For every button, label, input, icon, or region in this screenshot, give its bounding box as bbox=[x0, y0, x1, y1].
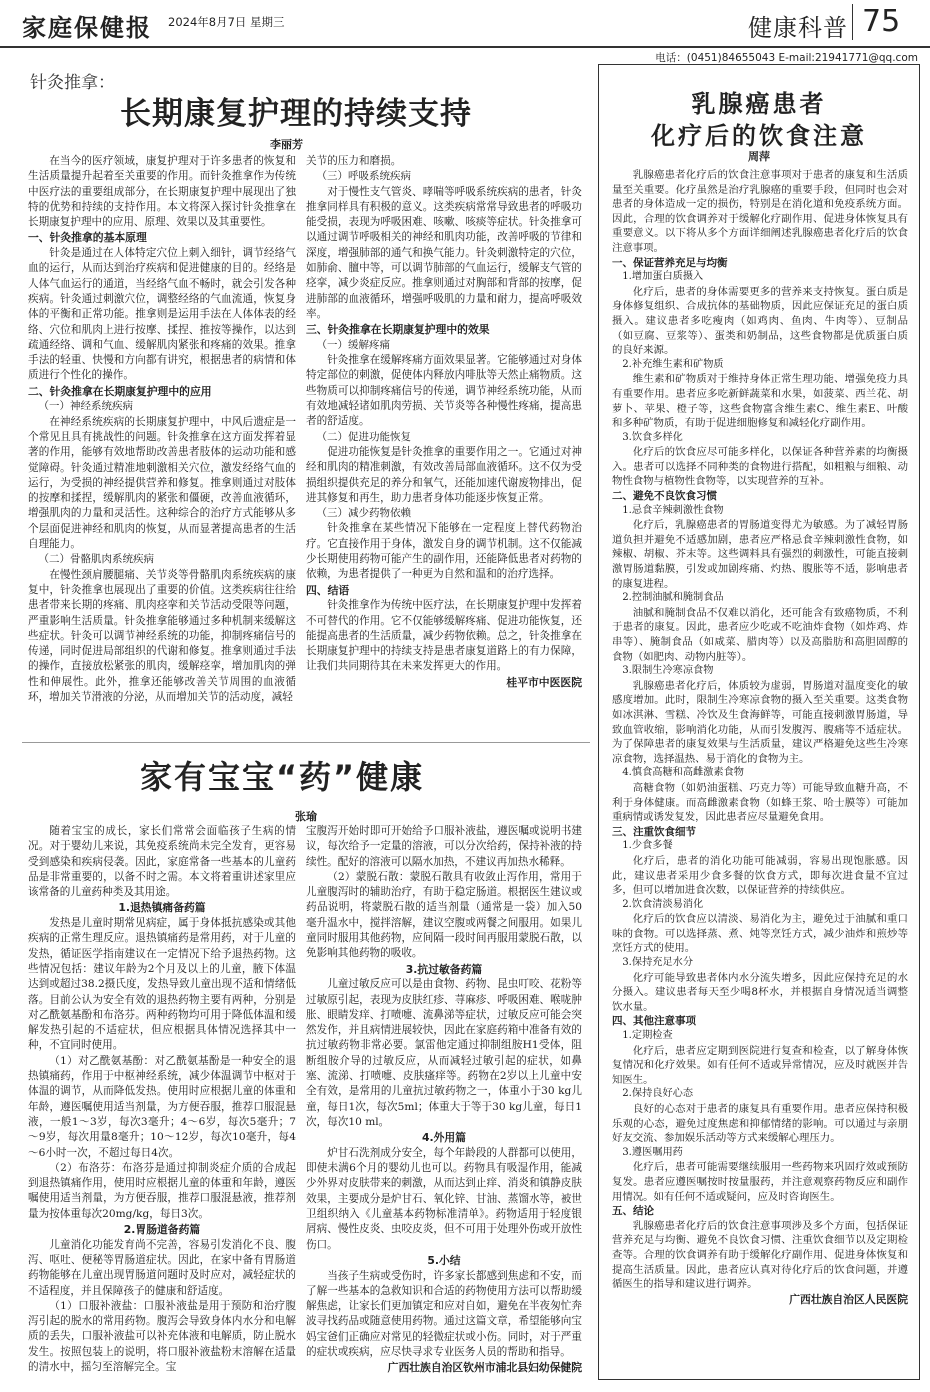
subsection-heading: 1.少食多餐 bbox=[622, 840, 673, 852]
subsection-heading: 3.限制生冷寒凉食物 bbox=[622, 665, 714, 677]
section-heading: 4.外用篇 bbox=[421, 1131, 466, 1145]
paragraph: 乳腺癌患者化疗后的饮食注意事项对于患者的康复和生活质量至关重要。化疗虽然是治疗乳腺癌的重要手段，但同时也会对患者的身体造成一定的损伤，特别是在消化道和免疫系统方面。因此，合理的饮食调养对于缓解化疗副作用、促进身体恢复具有重要意义。以下将从多个方面详细阐述乳腺癌患者化疗后的饮食注意事项。 bbox=[612, 169, 908, 254]
subsection-heading: （三）呼吸系统疾病 bbox=[316, 170, 411, 183]
article1-author: 李丽芳 bbox=[270, 138, 303, 151]
article-separator bbox=[22, 742, 590, 743]
subsection-heading: 3.保持充足水分 bbox=[622, 957, 694, 969]
paragraph: （2）布洛芬：布洛芬是通过抑制炎症介质的合成起到退热镇痛作用，使用时应根据儿童的体重和年龄，遵医嘱使用适当剂量，为方便吞服，推荐口服混悬液，推荐剂量为按体重每次20mg/kg，每日3次。 bbox=[28, 1161, 296, 1220]
paragraph: 针灸推拿在缓解疼痛方面效果显著。它能够通过对身体特定部位的刺激，促使体内释放内啡肽等天然止痛物质。这些物质可以抑制疼痛信号的传递，调节神经系统功能，从而有效地减轻诸如肌肉劳损、关节炎等各种慢性疼痛，提高患者的舒适度。 bbox=[306, 354, 582, 428]
article3-title-line2: 化疗后的饮食注意 bbox=[651, 122, 867, 150]
paragraph: 炉甘石洗剂成分安全，每个年龄段的人群都可以使用，即使未满6个月的婴幼儿也可以。药物具有吸湿作用，能减少外界对皮肤带来的刺激，从而达到止痒、消炎和镇静皮肤效果，主要成分是炉甘石、氧化锌、甘油、蒸馏水等，被世卫组织纳入《儿童基本药物标准清单》。药物适用于轻度银屑病、慢性皮炎、虫咬皮炎，但不可用于处理外伤或开放性伤口。 bbox=[306, 1146, 582, 1251]
article3-title-line1: 乳腺癌患者 bbox=[691, 90, 827, 118]
subsection-heading: （二）骨骼肌肉系统疾病 bbox=[38, 553, 154, 566]
paragraph: 高糖食物（如奶油蛋糕、巧克力等）可能导致血糖升高，不利于身体健康。而高雌激素食物（如蜂王浆、哈士膜等）可能加重病情或诱发复发，因此患者应尽量避免食用。 bbox=[612, 781, 908, 824]
article1-column-1 bbox=[28, 154, 296, 740]
section-heading: 二、避免不良饮食习惯 bbox=[612, 490, 717, 503]
subsection-heading: 2.保持良好心态 bbox=[622, 1088, 694, 1100]
paragraph: 乳腺癌患者化疗后的饮食注意事项涉及多个方面，包括保证营养充足与均衡、避免不良饮食习惯、注重饮食细节以及定期检查等。合理的饮食调养有助于缓解化疗副作用、促进身体恢复和提高生活质量。因此，患者应认真对待化疗后的饮食问题，并遵循医生的指导和建议进行调养。 bbox=[612, 1219, 908, 1291]
paragraph: 在慢性颈肩腰腿痛、关节炎等骨骼肌肉系统疾病的康复中，针灸推拿也展现出了重要的价值。这类疾病往往给患者带来长期的疼痛、肌肉痉挛和关节活动受限等问题，严重影响生活质量。针灸推拿能够通过多种机制来缓解这些症状。针灸可以调节神经系统的功能，抑制疼痛信号的传递，同时促进局部组织的代谢和修复。推拿则通过手法的操作，直接放松紧张的肌肉，缓解痉挛，增加肌肉的弹性和伸展性。此外，推拿还能够改善关节周围的血液循环，增加关节滑液的分泌，从而增加关节的活动度，减轻 bbox=[28, 568, 296, 703]
paragraph: 针灸推拿作为传统中医疗法，在长期康复护理中发挥着不可替代的作用。它不仅能够缓解疼痛、促进功能恢复，还能提高患者的生活质量，减少药物依赖。总之，针灸推拿在长期康复护理中的持续支持是患者康复道路上的有力保障，让我们共同期待其在未来发挥更大的作用。 bbox=[306, 599, 582, 673]
section-name: 健康科普 bbox=[748, 14, 848, 42]
paragraph: 化疗后，患者应定期到医院进行复查和检查，以了解身体恢复情况和化疗效果。如有任何不适或异常情况，应及时就医并告知医生。 bbox=[612, 1044, 908, 1086]
section-heading: 五、结论 bbox=[612, 1205, 654, 1218]
masthead-divider bbox=[852, 4, 853, 40]
subsection-heading: （一）缓解疼痛 bbox=[316, 338, 390, 351]
article3-author: 周萍 bbox=[748, 150, 770, 163]
section-heading: 二、针灸推拿在长期康复护理中的应用 bbox=[28, 384, 212, 398]
affiliation: 桂平市中医医院 bbox=[506, 675, 582, 689]
subsection-heading: 2.饮食清淡易消化 bbox=[622, 898, 704, 910]
subsection-heading: 2.补充维生素和矿物质 bbox=[622, 358, 724, 370]
paragraph: 关节的压力和磨损。 bbox=[306, 155, 402, 167]
subsection-heading: 1.定期检查 bbox=[622, 1030, 673, 1042]
section-heading: 三、注重饮食细节 bbox=[612, 825, 696, 838]
section-heading: 四、其他注意事项 bbox=[612, 1015, 696, 1028]
paragraph: 宝腹泻开始时即可开始给予口服补液盐，遵医嘱或说明书建议，每次给予一定量的溶液，可以分次给药，保持补液的持续性。配好的溶液可以隔水加热，不建议再加热水稀释。 bbox=[306, 825, 582, 868]
section-heading: 1.退热镇痛备药篇 bbox=[118, 901, 206, 915]
paragraph: （1）对乙酰氨基酚：对乙酰氨基酚是一种安全的退热镇痛药，作用于中枢神经系统，减少体温调节中枢对于体温的调节，从而降低发热。使用时应根据儿童的体重和年龄，遵医嘱使用适当剂量，为方便吞服，推荐口服混悬液，一般1～3岁，每次3毫升；4～6岁，每次5毫升；7～9岁，每次用量8毫升；10～12岁，每次10毫升，每4～6小时一次，不超过每日4次。 bbox=[28, 1054, 296, 1159]
article2-column-2 bbox=[306, 824, 582, 1386]
paragraph: 儿童过敏反应可以是由食物、药物、昆虫叮咬、花粉等过敏原引起，表现为皮肤红疹、荨麻疹、呼吸困难、喉咙肿胀、眼睛发痒、打喷嚏、流鼻涕等症状，过敏反应可能会突然发作，并且病情进展较快，因此在家庭药箱中准备有效的抗过敏药物非常必要。氯雷他定通过抑制组胺H1受体，阻断组胺介导的过敏反应，从而减轻过敏引起的症状，如鼻塞、流涕、打喷嚏、皮肤瘙痒等。药物在2岁以上儿童中安全有效，是常用的儿童抗过敏药物之一，体重小于30 kg儿童，每日1次，每次5ml；体重大于等于30 kg儿童，每日1次，每次10 ml。 bbox=[306, 978, 582, 1128]
section-heading: 5.小结 bbox=[427, 1253, 461, 1267]
subsection-heading: （二）促进功能恢复 bbox=[316, 430, 411, 443]
subsection-heading: （三）减少药物依赖 bbox=[316, 507, 411, 520]
paragraph: 化疗后的饮食应尽可能多样化，以保证各种营养素的均衡摄入。患者可以选择不同种类的食物进行搭配，如粗粮与细粮、动物性食物与植物性食物等，以实现营养的互补。 bbox=[612, 446, 908, 488]
paragraph: 化疗后的饮食应以清淡、易消化为主，避免过于油腻和重口味的食物。可以选择蒸、煮、炖等烹饪方式，减少油炸和煎炒等烹饪方式的使用。 bbox=[612, 913, 908, 955]
newspaper-name: 家庭保健报 bbox=[22, 14, 152, 42]
paragraph: 油腻和腌制食品不仅难以消化，还可能含有致癌物质，不利于患者的康复。因此，患者应少吃或不吃油炸食物（如炸鸡、炸串等）、腌制食品（如咸菜、腊肉等）以及高脂肪和高胆固醇的食物（如肥肉、动物内脏等）。 bbox=[612, 606, 908, 663]
paragraph: 发热是儿童时期常见病症，属于身体抵抗感染或其他疾病的正常生理反应。退热镇痛药是常用药，对于儿童的发热，循证医学指南建议在一定情况下给予退热药物。这些情况包括：建议年龄为2个月及以上的儿童，腋下体温达到或超过38.2摄氏度，发热导致儿童出现不适和情绪低落。目前公认为安全有效的退热药物主要有两种，分别是对乙酰氨基酚和布洛芬。两种药物均可用于降低体温和缓解发热引起的不适症状，但应根据具体情况选择其中一种，不宜同时使用。 bbox=[28, 917, 296, 1052]
section-heading: 一、针灸推拿的基本原理 bbox=[28, 231, 147, 245]
paragraph: 在神经系统疾病的长期康复护理中，中风后遗症是一个常见且具有挑战性的问题。针灸推拿在这方面发挥着显著的作用，能够有效地帮助改善患者肢体的运动功能和感觉障碍。针灸通过精准地刺激相关穴位，激发经络气血的运行，为受损的神经提供营养和修复。推拿则通过对肢体的按摩和揉捏，缓解肌肉的紧张和僵硬，改善血液循环，增强肌肉的力量和灵活性。这种综合的治疗方式能够从多个层面促进神经和肌肉的恢复，从而显著提高患者的生活自理能力。 bbox=[28, 415, 296, 551]
article1-title: 长期康复护理的持续支持 bbox=[120, 96, 472, 132]
paragraph: 化疗后，乳腺癌患者的胃肠道变得尤为敏感。为了减轻胃肠道负担并避免不适感加剧，患者应严格忌食辛辣刺激性食物，如辣椒、胡椒、芥末等。这些调料具有强烈的刺激性，可能直接刺激胃肠道黏膜，引发或加剧疼痛、灼热、腹胀等不适，影响患者的康复进程。 bbox=[612, 519, 908, 590]
paragraph: 对于慢性支气管炎、哮喘等呼吸系统疾病的患者，针灸推拿同样具有积极的意义。这类疾病常常导致患者的呼吸功能受损，表现为呼吸困难、咳嗽、咳痰等症状。针灸推拿可以通过调节呼吸相关的神经和肌肉功能，改善呼吸的节律和深度，增强肺部的通气和换气能力。针灸刺激特定的穴位，如肺俞、膻中等，可以调节肺部的气血运行，缓解支气管的痉挛，减少炎症反应。推拿则通过对胸部和背部的按摩，促进肺部的血液循环，增强呼吸肌的力量和耐力，提高呼吸效率。 bbox=[306, 185, 582, 320]
article1-column-2 bbox=[306, 154, 582, 740]
article1-kicker: 针灸推拿： bbox=[30, 73, 115, 93]
paragraph: 针灸是通过在人体特定穴位上刺入细针，调节经络气血的运行，从而达到治疗疾病和促进健康的目的。经络是人体气血运行的通道，当经络气血不畅时，就会引发各种疾病。针灸通过刺激穴位，调整经络的气血流通，恢复身体的平衡和正常功能。推拿则是运用手法在人体体表的经络、穴位和肌肉上进行按摩、揉捏、推按等操作，以达到疏通经络、调和气血、缓解肌肉紧张和疼痛的效果。推拿手法的轻重、快慢和方向都有讲究，根据患者的病情和体质进行个性化的操作。 bbox=[28, 247, 296, 382]
section-heading: 四、结语 bbox=[306, 583, 350, 597]
paragraph: 儿童消化功能发育尚不完善，容易引发消化不良、腹泻、呕吐、便秘等胃肠道症状。因此，在家中备有胃肠道药物能够在儿童出现胃肠道问题时及时应对，减轻症状的不适程度，并且保障孩子的健康和舒适度。 bbox=[28, 1238, 296, 1297]
subsection-heading: （一）神经系统疾病 bbox=[38, 400, 133, 413]
paragraph: 化疗后，患者可能需要继续服用一些药物来巩固疗效或预防复发。患者应遵医嘱按时按量服药，并注意观察药物反应和副作用情况。如有任何不适或疑问，应及时咨询医生。 bbox=[612, 1161, 908, 1203]
subsection-heading: 2.控制油腻和腌制食品 bbox=[622, 592, 724, 604]
paragraph: 化疗后，患者的身体需要更多的营养来支持恢复。蛋白质是身体修复组织、合成抗体的基础物质，因此应保证充足的蛋白质摄入。建议患者多吃瘦肉（如鸡肉、鱼肉、牛肉等）、豆制品（如豆腐、豆浆等）、蛋类和奶制品，这些食物都是优质蛋白质的良好来源。 bbox=[612, 285, 908, 357]
paragraph: 当孩子生病或受伤时，许多家长都感到焦虑和不安，而了解一些基本的急救知识和合适的药物使用方法可以帮助缓解焦虑，让家长们更加镇定和应对自如，避免在半夜匆忙奔波寻找药品或随意使用药物。通过这篇文章，希望能够向宝妈宝爸们正确应对常见的轻微症状或小伤。同时，对于严重的症状或疾病，应尽快寻求专业医务人员的帮助和指导。 bbox=[306, 1269, 582, 1358]
section-heading: 2.胃肠道备药篇 bbox=[123, 1223, 201, 1237]
masthead bbox=[0, 0, 930, 48]
paragraph: （1）口服补液盐：口服补液盐是用于预防和治疗腹泻引起的脱水的常用药物。腹泻会导致身体内水分和电解质的丢失，口服补液盐可以补充体液和电解质，防止脱水发生。按照包装上的说明，将口服补液盐粉末溶解在适量的清水中，摇匀至溶解完全。宝 bbox=[28, 1299, 296, 1373]
subsection-heading: 1.增加蛋白质摄入 bbox=[622, 271, 704, 283]
contact-line: 电话：(0451)84655043 E-mail:21941771@qq.com bbox=[655, 52, 918, 64]
issue-date: 2024年8月7日 星期三 bbox=[168, 15, 285, 29]
paragraph: 维生素和矿物质对于维持身体正常生理功能、增强免疫力具有重要作用。患者应多吃新鲜蔬菜和水果，如菠菜、西兰花、胡萝卜、苹果、橙子等，这些食物富含维生素C、维生素E、叶酸和多种矿物质，有助于促进细胞修复和减轻化疗副作用。 bbox=[612, 373, 908, 430]
article3-body bbox=[612, 168, 908, 1372]
article2-author: 张瑜 bbox=[295, 810, 317, 823]
affiliation: 广西壮族自治区人民医院 bbox=[789, 1292, 908, 1306]
paragraph: 随着宝宝的成长，家长们常常会面临孩子生病的情况。对于婴幼儿来说，其免疫系统尚未完全发育，更容易受到感染和疾病侵袭。因此，家庭常备一些基本的儿童药品是非常重要的，以备不时之需。本文将着重讲述家里应该常备的儿童药种类及其用途。 bbox=[28, 825, 296, 899]
paragraph: 化疗后，患者的消化功能可能减弱，容易出现饱胀感。因此，建议患者采用少食多餐的饮食方式，即每次进食量不宜过多，但可以增加进食次数，以保证营养的持续供应。 bbox=[612, 854, 908, 897]
paragraph: 针灸推拿在某些情况下能够在一定程度上替代药物治疗。它直接作用于身体，激发自身的调节机制。这不仅能减少长期使用药物可能产生的副作用，还能降低患者对药物的依赖，为患者提供了一种更为自然和温和的治疗选择。 bbox=[306, 522, 582, 581]
subsection-heading: 4.慎食高糖和高雌激素食物 bbox=[622, 767, 744, 779]
page-number: 75 bbox=[862, 4, 901, 39]
paragraph: 化疗可能导致患者体内水分流失增多，因此应保持充足的水分摄入。建议患者每天至少喝8杯水，并根据自身情况适当调整饮水量。 bbox=[612, 971, 908, 1013]
affiliation: 广西壮族自治区钦州市浦北县妇幼保健院 bbox=[387, 1361, 582, 1375]
paragraph: 在当今的医疗领域，康复护理对于许多患者的恢复和生活质量提升起着至关重要的作用。而针灸推拿作为传统中医疗法的重要组成部分，在长期康复护理中展现出了独特的优势和持续的支持作用。本文将深入探讨针灸推拿在长期康复护理中的应用、原理、效果以及其重要性。 bbox=[28, 155, 296, 229]
paragraph: （2）蒙脱石散：蒙脱石散具有收敛止泻作用，常用于儿童腹泻时的辅助治疗，有助于稳定肠道。根据医生建议或药品说明，将蒙脱石散的适当剂量（通常是一袋）加入50毫升温水中，搅拌溶解，建议空腹或两餐之间服用。如果儿童同时服用其他药物，应间隔一段时间再服用蒙脱石散，以免影响其他药物的吸收。 bbox=[306, 870, 582, 960]
paragraph: 促进功能恢复是针灸推拿的重要作用之一。它通过对神经和肌肉的精准刺激，有效改善局部血液循环。这不仅为受损组织提供充足的养分和氧气，还能加速代谢废物排出，促进其修复和再生，助力患者身体功能逐步恢复正常。 bbox=[306, 445, 582, 504]
section-heading: 三、针灸推拿在长期康复护理中的效果 bbox=[306, 323, 490, 337]
subsection-heading: 3.饮食多样化 bbox=[622, 431, 683, 443]
section-heading: 一、保证营养充足与均衡 bbox=[612, 256, 728, 269]
paragraph: 良好的心态对于患者的康复具有重要作用。患者应保持积极乐观的心态，避免过度焦虑和抑郁情绪的影响。可以通过与亲朋好友交流、参加娱乐活动等方式来缓解心理压力。 bbox=[612, 1103, 908, 1145]
paragraph: 乳腺癌患者化疗后，体质较为虚弱，胃肠道对温度变化的敏感度增加。此时，限制生冷寒凉食物的摄入至关重要。这类食物如冰淇淋、雪糕、冷饮及生食海鲜等，可能直接刺激胃肠道，导致血管收缩，影响消化功能，从而引发腹泻、腹痛等不适症状。为了保障患者的康复效果与生活质量，建议严格避免这些生冷寒凉食物，选择温热、易于消化的食物为主。 bbox=[612, 679, 908, 765]
subsection-heading: 3.遵医嘱用药 bbox=[622, 1146, 683, 1158]
subsection-heading: 1.忌食辛辣刺激性食物 bbox=[622, 504, 724, 516]
article2-column-1 bbox=[28, 824, 296, 1386]
article2-title: 家有宝宝“药”健康 bbox=[140, 758, 425, 796]
section-heading: 3.抗过敏备药篇 bbox=[405, 962, 483, 976]
